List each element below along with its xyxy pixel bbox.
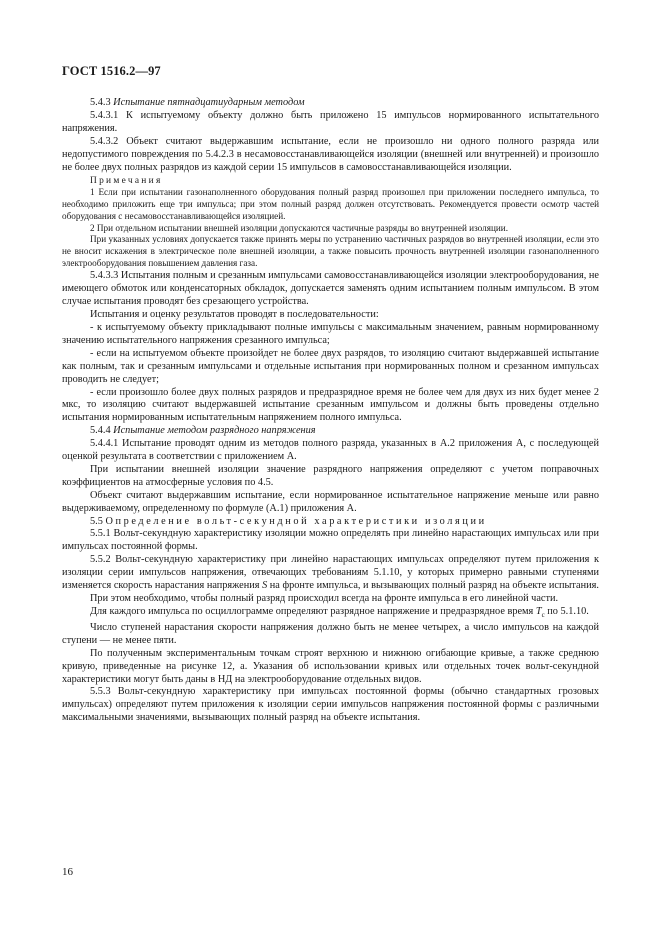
paragraph-5-5-2-d: Для каждого импульса по осциллограмме определяют разрядное напряжение и предразрядное время $T_c$ по 5.1.10. — [90, 605, 589, 619]
page-number: 16 — [62, 866, 73, 878]
list-item-sequence-1: - к испытуемому объекту прикладывают полные импульсы с максимальным значением, равным нормированному значению испытательного напряжения срезанного импульса; — [62, 321, 599, 346]
paragraph-5-4-3-1: 5.4.3.1 К испытуемому объекту должно быть приложено 15 импульсов нормированного испытательного напряжения. — [62, 109, 599, 134]
section-5-4-3-heading: 5.4.3 Испытание пятнадцатиударным методом — [90, 97, 305, 108]
paragraph-5-5-3: 5.5.3 Вольт-секундную характеристику при импульсах постоянной формы (обычно стандартных грозовых импульсах) определяют путем приложения к изоляции серии импульсов напряжения постоянной формы с различными максимальными значениями, вызывающих полный разряд на объекте испытания. — [62, 686, 599, 724]
section-5-4-4-heading: 5.4.4 Испытание методом разрядного напряжения — [90, 425, 316, 437]
paragraph-5-5-2: 5.5.2 Вольт-секундную характеристику при линейно нарастающих импульсах определяют путем приложения к изоляции серии импульсов напряжения, отвечающих требованиям 5.1.10, у которых примерно равными ступенями изменяется скорость нарастания напряжения S на фронте импульса, и вызывающих полный разряд на объекте испытания. — [62, 554, 599, 592]
note-2: 2 При отдельном испытании внешней изоляции допускаются частичные разряды во внутренней изоляции. — [90, 222, 508, 233]
paragraph-5-4-4-1: 5.4.4.1 Испытание проводят одним из методов полного разряда, указанных в А.2 приложения А, с последующей оценкой результата в соответствии с приложением А. — [62, 438, 599, 463]
paragraph-5-5-1: 5.5.1 Вольт-секундную характеристику изоляции можно определять при линейно нарастающих импульсах или при импульсах постоянной формы. — [62, 528, 599, 553]
paragraph-5-4-4-1-c: Объект считают выдержавшим испытание, если нормированное испытательное напряжение меньше или равно выдерживаемому, определенному по формуле (А.1) приложения А. — [62, 489, 599, 514]
paragraph-sequence-intro: Испытания и оценку результатов проводят в последовательности: — [90, 309, 379, 321]
list-item-sequence-2: - если на испытуемом объекте произойдет не более двух разрядов, то изоляцию считают выдержавшей испытание как полным, так и срезанным импульсами и отдельные испытания при нормированных полном и срезанном импульсах проводить не следует; — [62, 347, 599, 385]
document-body — [62, 97, 599, 725]
note-1: 1 Если при испытании газонаполненного оборудования полный разряд произошел при приложении последнего импульса, то необходимо приложить еще три импульса; при этом полный разряд должен отсутствовать. Рекомендуется провести осмотр частей оборудования с несамовосстанавливающейся изоляцией. — [62, 187, 599, 221]
paragraph-5-4-4-1-b: При испытании внешней изоляции значение разрядного напряжения определяют с учетом поправочных коэффициентов на атмосферные условия по 4.5. — [62, 463, 599, 488]
paragraph-5-5-2-f: По полученным экспериментальным точкам строят верхнюю и нижнюю огибающие кривые, а также среднюю кривую, приведенные на рисунке 12, а. Указания об использовании кривых или отдельных точек вольт-секундной характеристики могут быть даны в НД на электрооборудование отдельных видов. — [62, 647, 599, 685]
paragraph-5-4-3-3: 5.4.3.3 Испытания полным и срезанным импульсами самовосстанавливающейся изоляции электрооборудования, не имеющего обмоток или конденсаторных обкладок, допускается заменять одним испытанием полным импульсом. В этом случае испытания проводят без срезающего устройства. — [62, 270, 599, 308]
list-item-sequence-3: - если произошло более двух полных разрядов и предразрядное время не более чем для двух из них будет менее 2 мкс, то изоляцию считают выдержавшей испытание срезанным импульсом и должны быть проведены отдельно испытания нормированным испытательным напряжением полного импульса. — [62, 386, 599, 424]
paragraph-5-4-3-2: 5.4.3.2 Объект считают выдержавшим испытание, если не произошло ни одного полного разряда или недопустимого повреждения по 5.4.2.3 в несамовосстанавливающейся изоляции (внешней или внутренней) и произошло не более двух полных разрядов из каждой серии 15 импульсов в самовосстанавливающейся изоляции. — [62, 135, 599, 173]
note-2-continued: При указанных условиях допускается также принять меры по устранению частичных разрядов во внутренней изоляции, если это не вносит искажения в электрическое поле внешней изоляции, а также повысить прочность внутренней изоляции газонаполненного электрооборудования повышением давления газа. — [62, 234, 599, 268]
document-header: ГОСТ 1516.2—97 — [62, 64, 161, 78]
notes-heading: Примечания — [90, 176, 163, 187]
paragraph-5-5-2-e: Число ступеней нарастания скорости напряжения должно быть не менее четырех, а число импульсов на каждой ступени — не менее пяти. — [62, 621, 599, 646]
section-5-5-heading: 5.5 Определение вольт-секундной характеристики изоляции — [90, 515, 487, 527]
paragraph-5-5-2-c: При этом необходимо, чтобы полный разряд происходил всегда на фронте импульса в его линейной части. — [90, 593, 559, 605]
